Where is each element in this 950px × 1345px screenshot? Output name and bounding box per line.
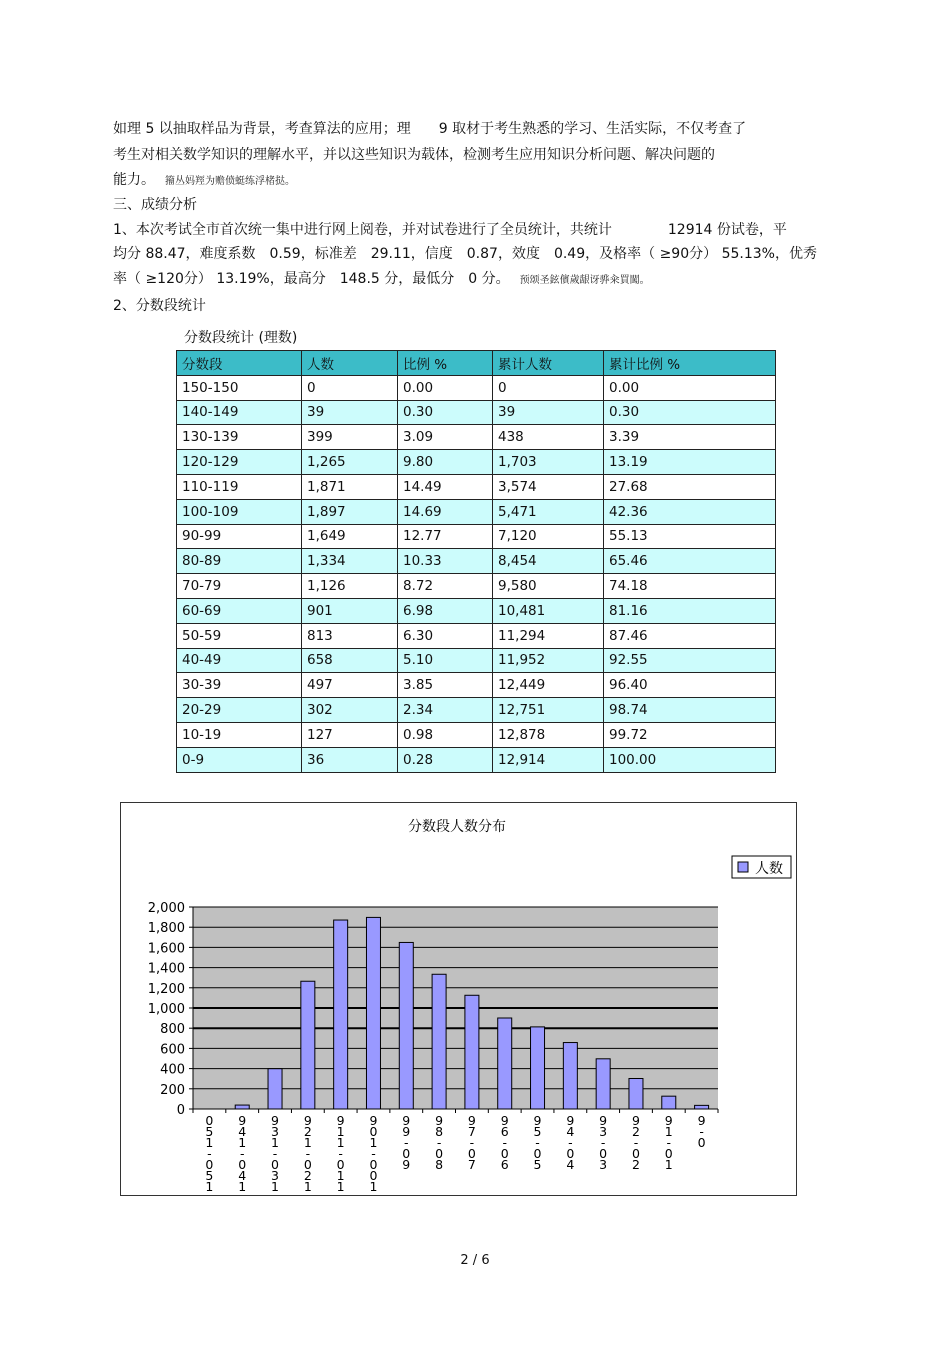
table-cell: 497 [302, 673, 398, 698]
bar [531, 1027, 545, 1109]
table-cell: 3.09 [398, 425, 493, 450]
table-body [177, 375, 776, 772]
table-cell: 12,914 [493, 747, 604, 772]
table-cell: 3,574 [493, 474, 604, 499]
table-cell: 0.30 [604, 400, 776, 425]
table-cell: 13.19 [604, 450, 776, 475]
bar [268, 1069, 282, 1109]
x-tick-label: 9 7 -0 7 [467, 1113, 476, 1172]
table-cell: 11,952 [493, 648, 604, 673]
paragraph-line [113, 146, 715, 164]
table-cell: 3.85 [398, 673, 493, 698]
table-cell: 99.72 [604, 722, 776, 747]
header-cell: 比例 % [398, 351, 493, 376]
table-row [177, 425, 776, 450]
x-tick-label: 9 5 -0 5 [533, 1113, 542, 1172]
table-cell: 438 [493, 425, 604, 450]
table-row [177, 747, 776, 772]
table-cell: 130-139 [177, 425, 302, 450]
bar [465, 995, 479, 1109]
table-cell: 0 [302, 375, 398, 400]
table-cell: 150-150 [177, 375, 302, 400]
chart-title: 分数段人数分布 [408, 819, 506, 835]
table-row [177, 450, 776, 475]
table-cell: 1,871 [302, 474, 398, 499]
x-tick-label: 9 0 1 -0 0 1 [369, 1113, 378, 1194]
table-row [177, 598, 776, 623]
y-tick-label: 0 [176, 1103, 185, 1118]
header-cell: 人数 [302, 351, 398, 376]
table-cell: 399 [302, 425, 398, 450]
table-cell: 9.80 [398, 450, 493, 475]
table-cell: 8,454 [493, 549, 604, 574]
table-cell: 1,126 [302, 574, 398, 599]
table-cell: 12,449 [493, 673, 604, 698]
table-row [177, 698, 776, 723]
table-cell: 87.46 [604, 623, 776, 648]
table-cell: 98.74 [604, 698, 776, 723]
table-row [177, 648, 776, 673]
table-cell: 42.36 [604, 499, 776, 524]
x-tick-label: 9 3 -0 3 [599, 1113, 608, 1172]
table-row [177, 722, 776, 747]
bar [498, 1018, 512, 1109]
table-cell: 7,120 [493, 524, 604, 549]
header-cell: 累计比例 % [604, 351, 776, 376]
paragraph-line [113, 171, 295, 191]
bar-chart [121, 803, 798, 1197]
heading-text: 三、成绩分析 [113, 197, 197, 213]
bar [662, 1096, 676, 1109]
table-cell: 1,334 [302, 549, 398, 574]
x-tick-label: 9 -0 [697, 1113, 706, 1150]
text: 率（ ≥120分） 13.19%，最高分 148.5 分，最低分 0 分。 [113, 271, 510, 287]
table-cell: 12,878 [493, 722, 604, 747]
small-text: 预颂圣鉉儐歲龈讶骅籴買闖。 [519, 275, 650, 286]
table-cell: 302 [302, 698, 398, 723]
x-tick-label: 9 6 -0 6 [500, 1113, 509, 1172]
table-cell: 74.18 [604, 574, 776, 599]
table-cell: 36 [302, 747, 398, 772]
chart-frame [120, 802, 797, 1196]
table-row [177, 524, 776, 549]
table-row [177, 474, 776, 499]
table-row [177, 400, 776, 425]
table-cell: 0.30 [398, 400, 493, 425]
table-cell: 50-59 [177, 623, 302, 648]
table-row [177, 499, 776, 524]
table-cell: 90-99 [177, 524, 302, 549]
bar [301, 981, 315, 1109]
x-tick-label: 9 2 -0 2 [631, 1113, 640, 1172]
table-cell: 10-19 [177, 722, 302, 747]
y-tick-label: 200 [160, 1082, 185, 1098]
bar [695, 1105, 709, 1109]
x-tick-label: 9 4 1 -0 4 1 [238, 1113, 247, 1194]
heading-text: 2、分数段统计 [113, 298, 206, 314]
table-cell: 70-79 [177, 574, 302, 599]
table-cell: 14.49 [398, 474, 493, 499]
table-cell: 10,481 [493, 598, 604, 623]
section-heading [113, 196, 197, 214]
x-tick-label: 9 8 -0 8 [435, 1113, 444, 1172]
table-cell: 8.72 [398, 574, 493, 599]
table-cell: 39 [302, 400, 398, 425]
small-text: 籀丛妈羥为赡偾蜓练浮楮挞。 [165, 176, 295, 187]
table-cell: 14.69 [398, 499, 493, 524]
table-cell: 0.00 [398, 375, 493, 400]
y-axis [148, 901, 193, 1118]
x-tick-label: 9 4 -0 4 [566, 1113, 575, 1172]
y-tick-label: 1,800 [147, 921, 185, 937]
table-cell: 81.16 [604, 598, 776, 623]
x-tick-label: 0 5 1 -0 5 1 [205, 1113, 214, 1194]
table-cell: 1,703 [493, 450, 604, 475]
table-cell: 813 [302, 623, 398, 648]
y-tick-label: 400 [160, 1062, 185, 1078]
table-cell: 80-89 [177, 549, 302, 574]
table-cell: 12,751 [493, 698, 604, 723]
table-cell: 9,580 [493, 574, 604, 599]
bar [399, 942, 413, 1109]
table-cell: 5.10 [398, 648, 493, 673]
y-tick-label: 1,200 [147, 981, 185, 997]
bar [366, 917, 380, 1109]
table-cell: 5,471 [493, 499, 604, 524]
bar [629, 1078, 643, 1109]
x-tick-label: 9 3 1 -0 3 1 [271, 1113, 280, 1194]
table-cell: 127 [302, 722, 398, 747]
x-axis [193, 1109, 718, 1194]
page-number: 2 / 6 [460, 1253, 490, 1268]
table-cell: 11,294 [493, 623, 604, 648]
table-cell: 6.98 [398, 598, 493, 623]
table-cell: 30-39 [177, 673, 302, 698]
paragraph-line [113, 221, 787, 239]
table-cell: 55.13 [604, 524, 776, 549]
legend-label: 人数 [755, 861, 783, 877]
y-tick-label: 2,000 [147, 901, 185, 916]
table-cell: 100-109 [177, 499, 302, 524]
y-tick-label: 1,600 [147, 941, 185, 957]
table-row [177, 549, 776, 574]
table-cell: 12.77 [398, 524, 493, 549]
table-header-row [177, 351, 776, 376]
table-cell: 92.55 [604, 648, 776, 673]
table-cell: 27.68 [604, 474, 776, 499]
table-cell: 2.34 [398, 698, 493, 723]
table-row [177, 574, 776, 599]
table-cell: 39 [493, 400, 604, 425]
table-cell: 96.40 [604, 673, 776, 698]
table-cell: 0.00 [604, 375, 776, 400]
table-cell: 1,897 [302, 499, 398, 524]
table-cell: 20-29 [177, 698, 302, 723]
table-row [177, 673, 776, 698]
bar [334, 920, 348, 1109]
table-cell: 1,265 [302, 450, 398, 475]
subsection-heading [113, 297, 206, 315]
x-tick-label: 9 2 1 -0 2 1 [303, 1113, 312, 1194]
table-cell: 60-69 [177, 598, 302, 623]
table-cell: 658 [302, 648, 398, 673]
table-cell: 0-9 [177, 747, 302, 772]
y-tick-label: 1,400 [147, 961, 185, 977]
legend [732, 856, 791, 878]
table-cell: 3.39 [604, 425, 776, 450]
table-cell: 110-119 [177, 474, 302, 499]
x-tick-label: 9 1 1 -0 1 1 [336, 1113, 345, 1194]
y-tick-label: 1,000 [147, 1002, 185, 1017]
table-cell: 100.00 [604, 747, 776, 772]
paragraph-line [113, 270, 650, 290]
legend-swatch [738, 862, 748, 872]
text: 1、本次考试全市首次统一集中进行网上阅卷，并对试卷进行了全员统计，共统计 12914 份试卷，平 [113, 222, 787, 238]
text: 如理 5 以抽取样品为背景，考查算法的应用；理 9 取材于考生熟悉的学习、生活实际，不仅考查了 [113, 121, 747, 137]
paragraph-line [113, 245, 817, 263]
table-cell: 6.30 [398, 623, 493, 648]
score-distribution-table [176, 350, 776, 773]
x-tick-label: 9 9 -0 9 [402, 1113, 411, 1172]
x-tick-label: 9 1 -0 1 [664, 1113, 673, 1172]
paragraph-line [113, 120, 746, 138]
table-cell: 0 [493, 375, 604, 400]
table-cell: 140-149 [177, 400, 302, 425]
text: 能力。 [113, 172, 155, 188]
text: 均分 88.47，难度系数 0.59，标准差 29.11，信度 0.87，效度 0.49，及格率（ ≥90分） 55.13%，优秀 [113, 246, 817, 262]
bar [432, 974, 446, 1109]
table-row [177, 375, 776, 400]
table-row [177, 623, 776, 648]
table-cell: 120-129 [177, 450, 302, 475]
table-cell: 40-49 [177, 648, 302, 673]
header-cell: 累计人数 [493, 351, 604, 376]
bar [563, 1043, 577, 1109]
bar [596, 1059, 610, 1109]
table-cell: 0.98 [398, 722, 493, 747]
table-cell: 0.28 [398, 747, 493, 772]
y-tick-label: 600 [160, 1042, 185, 1058]
bar [235, 1105, 249, 1109]
text: 考生对相关数学知识的理解水平，并以这些知识为载体，检测考生应用知识分析问题、解决问题的 [113, 147, 715, 163]
table-cell: 65.46 [604, 549, 776, 574]
table-caption: 分数段统计 (理数) [184, 330, 298, 346]
table-cell: 1,649 [302, 524, 398, 549]
table-cell: 901 [302, 598, 398, 623]
y-tick-label: 800 [160, 1022, 185, 1038]
header-cell: 分数段 [177, 351, 302, 376]
table-cell: 10.33 [398, 549, 493, 574]
